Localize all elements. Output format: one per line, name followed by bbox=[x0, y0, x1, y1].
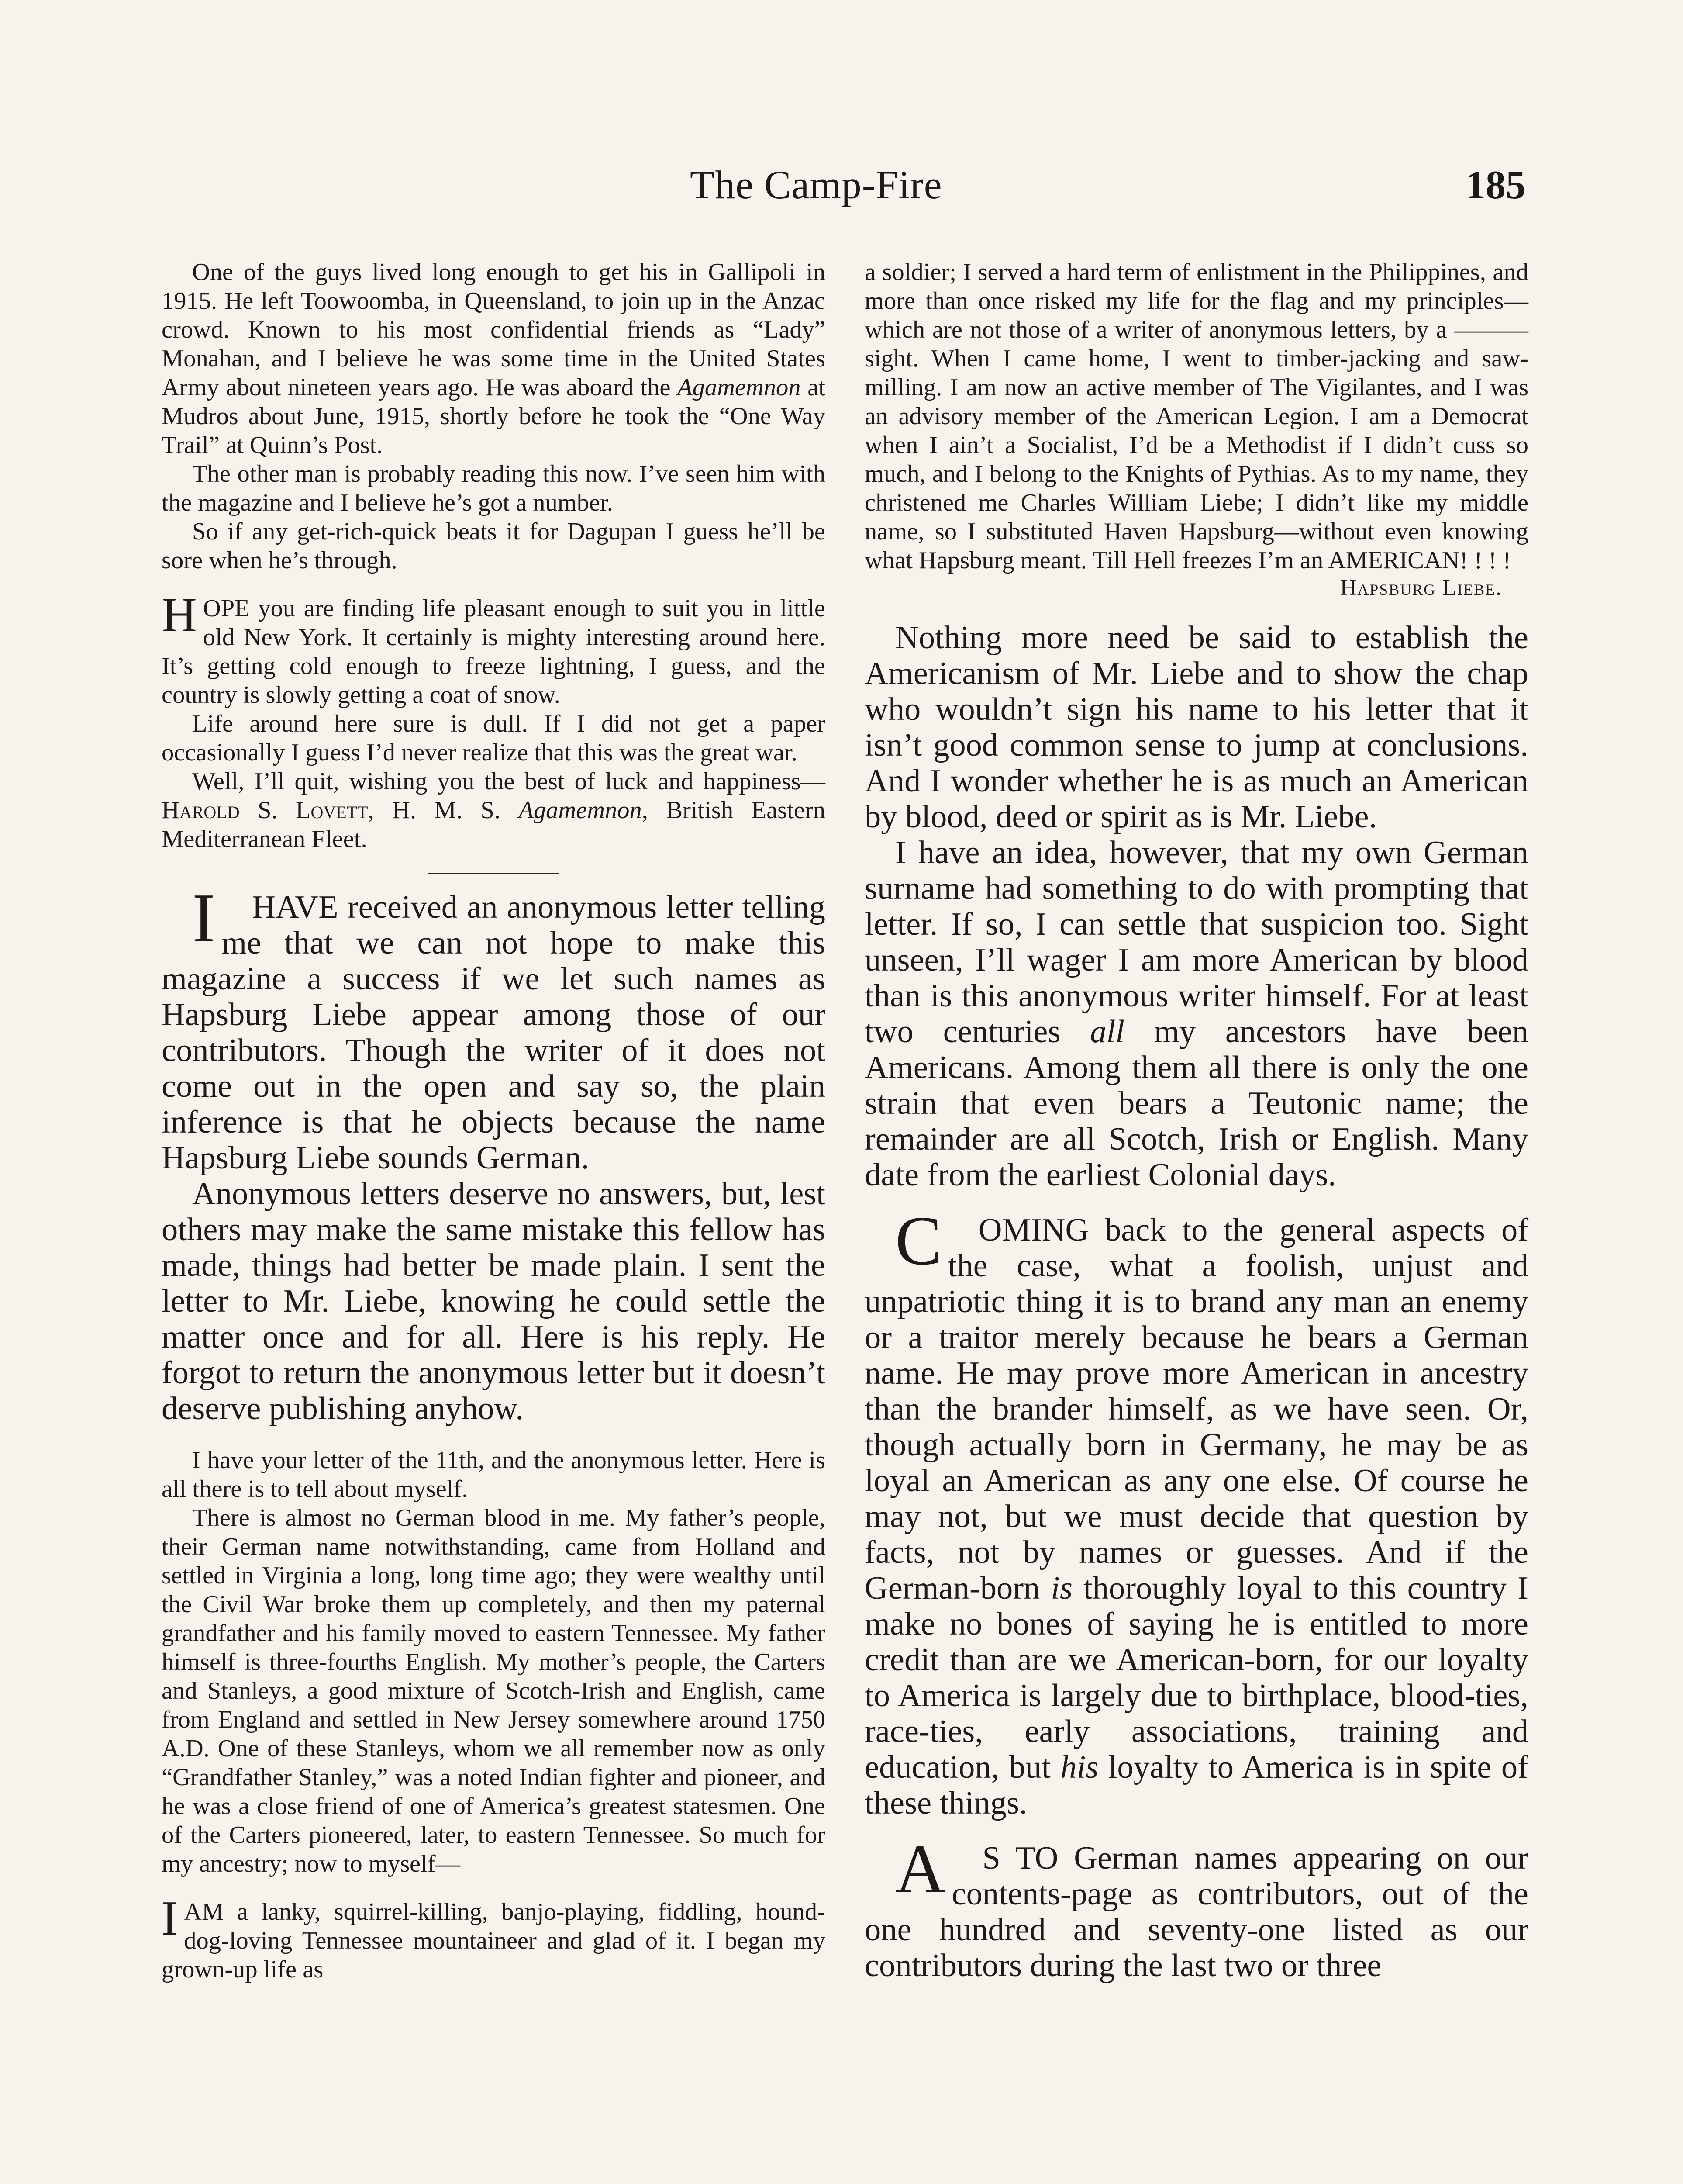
paragraph: Nothing more need be said to establish the Americanism of Mr. Liebe and to show the chap who wouldn’t sign his name to his letter that it isn’t good common sense to jump at conclusions. And I wonder whether he is as much an American by blood, deed or spirit as is Mr. Liebe. bbox=[865, 620, 1528, 835]
page-header bbox=[0, 162, 1683, 227]
paragraph: I HAVE received an anonymous letter telling me that we can not hope to make this magazine a success if we let such names as Hapsburg Liebe appear among those of our contributors. Though the writer of it does not come out in the open and say so, the plain inference is that he objects because the name Hapsburg Liebe sounds German. bbox=[162, 879, 825, 1176]
paragraph: I have your letter of the 11th, and the anonymous letter. Here is all there is to tell about myself. bbox=[162, 1447, 825, 1503]
left-column bbox=[162, 258, 825, 1984]
right-column bbox=[865, 258, 1528, 1984]
paragraph: The other man is probably reading this now. I’ve seen him with the magazine and I believe he’s got a number. bbox=[162, 460, 825, 516]
drop-cap: H bbox=[162, 588, 197, 642]
gallipoli-letter bbox=[162, 258, 825, 575]
paragraph: Life around here sure is dull. If I did not get a paper occasionally I guess I’d never realize that this was the great war. bbox=[162, 710, 825, 766]
coming-back-editorial bbox=[865, 1202, 1528, 1821]
lovett-letter bbox=[162, 588, 826, 854]
liebe-reply-continued bbox=[865, 258, 1528, 601]
paragraph: A S TO German names appearing on our contents-page as contributors, out of the one hundred and seventy-one listed as our contributors during the last two or three bbox=[865, 1830, 1528, 1984]
americanism-editorial bbox=[865, 620, 1528, 1193]
anonymous-letter-editorial bbox=[162, 879, 825, 1427]
section-divider bbox=[428, 873, 559, 874]
paragraph: a soldier; I served a hard term of enlistment in the Philippines, and more than once risked my life for the flag and my principles—which are not those of a writer of anonymous letters, by a ——— sight. When I came home, I went to timber-jacking and saw-milling. I am now an active member of The Vigilantes, and I was an advisory member of the American Legion. I am a Democrat when I ain’t a Socialist, I’d be a Methodist if I didn’t cuss so much, and I belong to the Knights of Pythias. As to my name, they christened me Charles William Liebe; I didn’t like my middle name, so I substituted Haven Hapsburg—without even knowing what Hapsburg meant. Till Hell freezes I’m an AMERICAN! ! ! ! bbox=[865, 259, 1528, 574]
drop-cap: I bbox=[192, 879, 216, 957]
paragraph: One of the guys lived long enough to get his in Gallipoli in 1915. He left Toowoomba, in Queensland, to join up in the Anzac crowd. Known to his most confidential friends as “Lady” Monahan, and I believe he was some time in the United States Army about nineteen years ago. He was aboard the Agamemnon at Mudros about June, 1915, shortly before he took the “One Way Trail” at Quinn’s Post. bbox=[162, 259, 826, 459]
drop-cap: C bbox=[895, 1202, 942, 1279]
paragraph: HOPE you are finding life pleasant enough to suit you in little old New York. It certainly is mighty interesting around here. It’s getting cold enough to freeze lightning, I guess, and the country is slowly getting a coat of snow. bbox=[162, 588, 825, 708]
liebe-reply bbox=[162, 1446, 825, 1878]
paragraph: So if any get-rich-quick beats it for Dagupan I guess he’ll be sore when he’s through. bbox=[162, 518, 825, 574]
paragraph: I have an idea, however, that my own German surname had something to do with prompting that letter. If so, I can settle that suspicion too. Sight unseen, I’ll wager I am more American by blood than is this anonymous writer himself. For at least two centuries all my ancestors have been Americans. Among them all there is only the one strain that even bears a Teutonic name; the remainder are all Scotch, Irish or English. Many date from the earliest Colonial days. bbox=[865, 835, 1528, 1193]
drop-cap: I bbox=[162, 1891, 178, 1946]
german-names-editorial bbox=[865, 1830, 1528, 1984]
running-title: The Camp-Fire bbox=[690, 162, 942, 207]
paragraph: There is almost no German blood in me. My father’s people, their German name notwithstanding, came from Holland and settled in Virginia a long, long time ago; they were wealthy until the Civil War broke them up completely, and then my paternal grandfather and his family moved to eastern Tennessee. My father himself is three-fourths English. My mother’s people, the Carters and Stanleys, a good mixture of Scotch-Irish and English, came from England and settled in New Jersey somewhere around 1750 A.D. One of these Stanleys, whom we all remember now as only “Grandfather Stanley,” was a noted Indian fighter and pioneer, and he was a close friend of one of America’s greatest statesmen. One of the Carters pioneered, later, to eastern Tennessee. So much for my ancestry; now to myself— bbox=[162, 1504, 825, 1877]
paragraph: C OMING back to the general aspects of the case, what a foolish, unjust and unpatriotic thing it is to brand any man an enemy or a traitor merely because he bears a German name. He may prove more American in ancestry than the brander himself, as we have seen. Or, though actually born in Germany, he may be as loyal an American as any one else. Of course he may not, but we must decide that question by facts, not by names or guesses. And if the German-born is thoroughly loyal to this country I make no bones of saying he is entitled to more credit than are we American-born, for our loyalty to America is largely due to birthplace, blood-ties, race-ties, early associations, training and education, but his loyalty to America is in spite of these things. bbox=[865, 1202, 1528, 1821]
drop-cap: A bbox=[895, 1830, 946, 1908]
signature: Hapsburg Liebe. bbox=[1340, 575, 1502, 600]
paragraph: Well, I’ll quit, wishing you the best of luck and happiness—Harold S. Lovett, H. M. S. Agamemnon, British Eastern Mediterranean Fleet. bbox=[162, 768, 826, 853]
paragraph: Anonymous letters deserve no answers, but, lest others may make the same mistake this fellow has made, things had better be made plain. I sent the letter to Mr. Liebe, knowing he could settle the matter once and for all. Here is his reply. He forgot to return the anonymous letter but it doesn’t deserve publishing anyhow. bbox=[162, 1176, 825, 1427]
page-number: 185 bbox=[1466, 162, 1526, 207]
paragraph: IAM a lanky, squirrel-killing, banjo-playing, fiddling, hound-dog-loving Tennessee mountaineer and glad of it. I began my grown-up life as bbox=[162, 1891, 825, 1983]
liebe-reply-self bbox=[162, 1891, 825, 1984]
